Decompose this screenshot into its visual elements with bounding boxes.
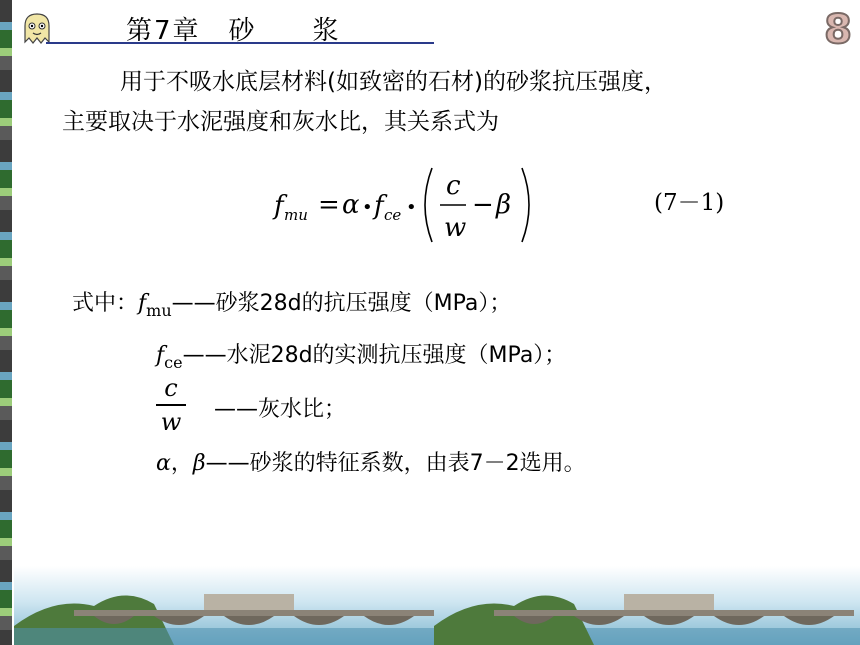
fce-description: ——水泥28d的实测抗压强度（MPa）；: [182, 343, 567, 368]
formula-numerator: c: [446, 171, 461, 201]
strength-formula: [270, 162, 560, 248]
fmu-subscript: mu: [146, 301, 172, 320]
page-title: 第7章 砂 浆: [126, 16, 341, 46]
page-number-badge: [818, 6, 858, 50]
page-number: 8: [824, 7, 852, 50]
definition-fmu: [72, 286, 512, 320]
formula-beta: β: [496, 190, 512, 220]
formula-equals: =: [318, 190, 340, 220]
formula-f-ce-sub: ce: [384, 206, 402, 224]
equation-number: (7－1): [654, 190, 725, 216]
fmu-symbol: f: [138, 291, 147, 316]
formula-f-mu-sub: mu: [284, 206, 308, 224]
intro-line-1-text: 用于不吸水底层材料(如致密的石材)的砂浆抗压强度，: [120, 69, 667, 95]
alpha-beta-separator: ，: [170, 451, 193, 476]
cw-denominator: w: [160, 407, 182, 436]
formula-left-paren: [425, 168, 432, 242]
formula-alpha: α: [342, 190, 360, 220]
formula-right-paren: [522, 168, 529, 242]
formula-denominator: w: [444, 213, 467, 243]
cw-numerator: c: [164, 374, 178, 402]
fce-subscript: ce: [164, 353, 183, 372]
cw-fraction-bar: [156, 404, 186, 406]
intro-paragraph: [62, 62, 822, 142]
definition-cw: ——灰水比；: [214, 397, 347, 422]
left-decorative-stripe: [0, 0, 12, 645]
intro-line-1: [62, 62, 822, 102]
definition-alpha-beta: [156, 446, 586, 477]
formula-dot-1: •: [362, 197, 373, 218]
definition-cw-fraction: [156, 374, 186, 436]
chapter-header: [14, 8, 434, 48]
definitions-prefix: 式中：: [72, 291, 139, 316]
fce-symbol: f: [156, 343, 165, 368]
formula-dot-2: •: [406, 197, 417, 218]
beta-symbol: β: [192, 451, 206, 476]
formula-minus: −: [472, 190, 494, 220]
bridge-landscape-banner: [14, 566, 860, 645]
alpha-beta-description: ——砂浆的特征系数，由表7－2选用。: [205, 451, 586, 476]
ghost-mascot-icon: [22, 12, 52, 46]
alpha-symbol: α: [156, 451, 171, 476]
fmu-description: ——砂浆28d的抗压强度（MPa）；: [171, 291, 512, 316]
formula-f-ce: f: [374, 191, 384, 221]
definition-fce: [156, 338, 567, 372]
intro-line-2: 主要取决于水泥强度和灰水比，其关系式为: [62, 109, 499, 135]
formula-f-mu: f: [274, 191, 284, 221]
